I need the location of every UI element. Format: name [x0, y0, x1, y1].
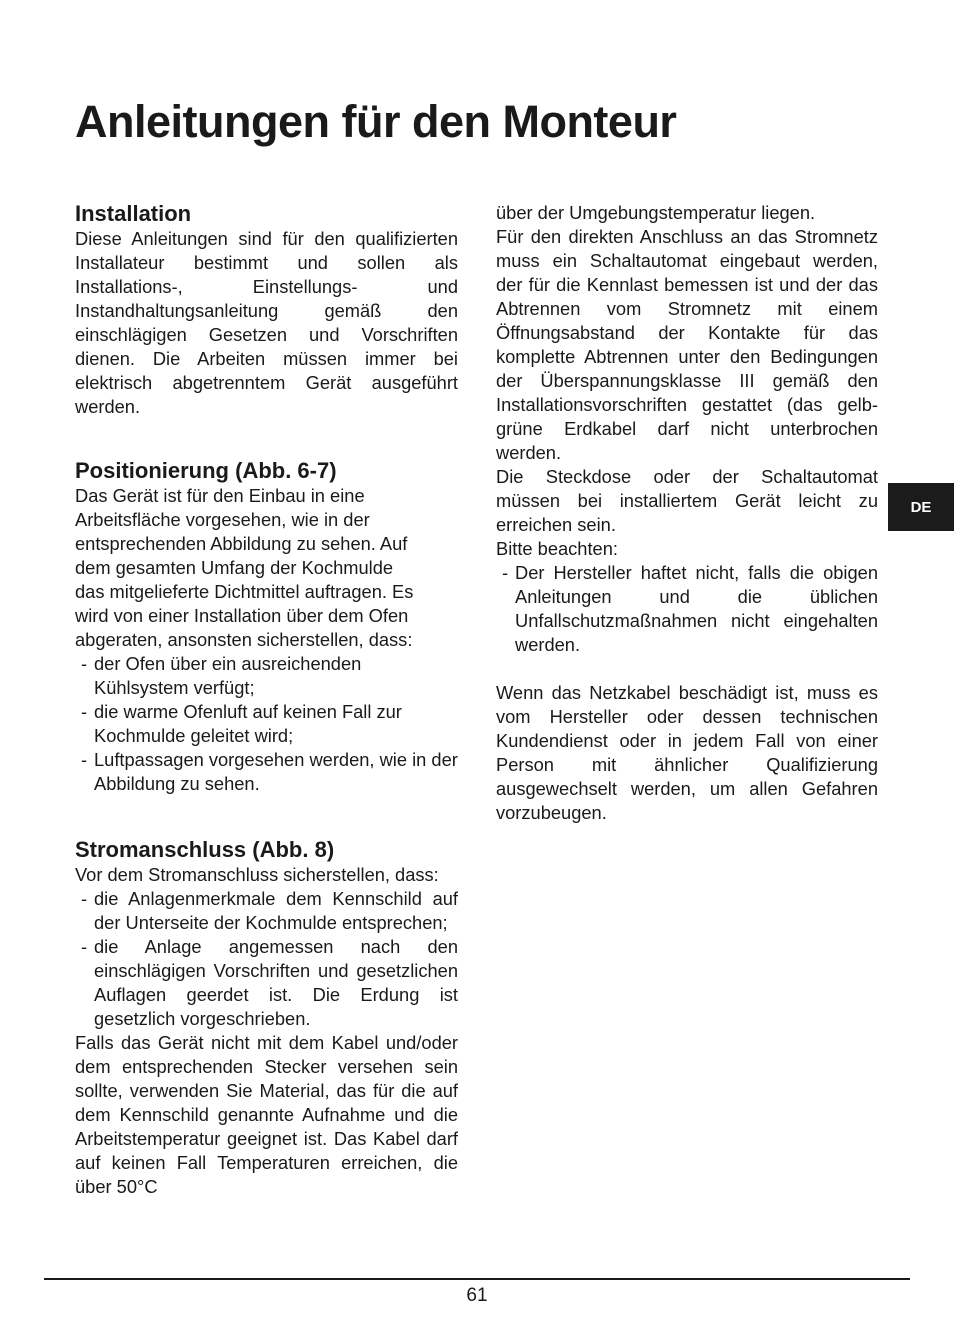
list-dash: -: [81, 653, 88, 674]
list-dash: -: [81, 749, 88, 770]
list-item-text: Der Hersteller haftet nicht, falls die obigen Anleitungen und die üblichen Unfallschutzmaßnahmen nicht eingehalten werden.: [515, 562, 878, 655]
list-item-text: die warme Ofenluft auf keinen Fall zur Kochmulde geleitet wird;: [94, 701, 402, 746]
list-item-text: die Anlage angemessen nach den einschlägigen Vorschriften und gesetzlichen Auflagen geerdet ist. Die Erdung ist gesetzlich vorgeschrieben.: [94, 936, 458, 1029]
list-item: [496, 561, 878, 657]
positionierung-text: [75, 484, 458, 652]
positionierung-heading: Positionierung (Abb. 6-7): [75, 458, 337, 483]
right-column: [496, 201, 878, 825]
list-item-text: Luftpassagen vorgesehen werden, wie in der Abbildung zu sehen.: [94, 749, 458, 794]
list-item: [75, 935, 458, 1031]
installation-text: Diese Anleitungen sind für den qualifizierten Installateur bestimmt und sollen als Installations-, Einstellungs- und Instandhaltungsanleitung gemäß den einschlägigen Gesetzen und Vorschriften dienen. Die Arbeiten müssen immer bei elektrisch abgetrenntem Gerät ausgeführt werden.: [75, 228, 458, 417]
list-item: [75, 652, 458, 700]
cable-damage-text: Wenn das Netzkabel beschädigt ist, muss es vom Hersteller oder dessen technischen Kundendienst oder in jedem Fall von einer Person mit ähnlicher Qualifizierung ausgewechselt werden, um allen Gefahren vorzubeugen.: [496, 682, 878, 823]
switch-text: Für den direkten Anschluss an das Stromnetz muss ein Schaltautomat eingebaut werden, der für die Kennlast bemessen ist und der das Abtrennen vom Stromnetz mit einem Öffnungsabstand der Kontakte für das komplette Abtrennen unter den Bedingungen der Überspannungsklasse III gemäß den Installationsvorschriften gestattet (das gelb-grüne Erdkabel darf nicht unterbrochen werden.: [496, 226, 878, 463]
page-title: Anleitungen für den Monteur: [75, 96, 677, 147]
text-line: dem gesamten Umfang der Kochmulde: [75, 557, 394, 578]
left-column: [75, 200, 458, 1199]
text-line: entsprechenden Abbildung zu sehen. Auf: [75, 533, 408, 554]
text-line: abgeraten, ansonsten sicherstellen, dass:: [75, 629, 413, 650]
text-line: das mitgelieferte Dichtmittel auftragen. Es: [75, 581, 414, 602]
text-line: Arbeitsfläche vorgesehen, wie in der: [75, 509, 370, 530]
text-line: wird von einer Installation über dem Ofen: [75, 605, 409, 626]
list-item: [75, 700, 458, 748]
footer-divider: [44, 1278, 910, 1280]
list-item: [75, 887, 458, 935]
text-line: Das Gerät ist für den Einbau in eine: [75, 485, 365, 506]
list-dash: -: [502, 562, 509, 583]
note-label: Bitte beachten:: [496, 538, 618, 559]
socket-text: Die Steckdose oder der Schaltautomat müssen bei installiertem Gerät leicht zu erreichen sein.: [496, 466, 878, 535]
list-item-text: die Anlagenmerkmale dem Kennschild auf der Unterseite der Kochmulde entsprechen;: [94, 888, 458, 933]
list-dash: -: [81, 701, 88, 722]
continuation-text: über der Umgebungstemperatur liegen.: [496, 202, 816, 223]
language-tab: DE: [888, 483, 954, 531]
list-item-text: der Ofen über ein ausreichenden Kühlsystem verfügt;: [94, 653, 362, 698]
cable-text: Falls das Gerät nicht mit dem Kabel und/oder dem entsprechenden Stecker versehen sein sollte, verwenden Sie Material, das für die auf dem Kennschild genannte Aufnahme und die Arbeitstemperatur geeignet ist. Das Kabel darf auf keinen Fall Temperaturen erreichen, die über 50°C: [75, 1032, 458, 1197]
list-item: [75, 748, 458, 796]
stromanschluss-heading: Stromanschluss (Abb. 8): [75, 837, 335, 862]
installation-heading: Installation: [75, 201, 192, 226]
page-number: 61: [466, 1285, 488, 1306]
list-dash: -: [81, 936, 88, 957]
stromanschluss-intro: Vor dem Stromanschluss sicherstellen, dass:: [75, 864, 439, 885]
list-dash: -: [81, 888, 88, 909]
